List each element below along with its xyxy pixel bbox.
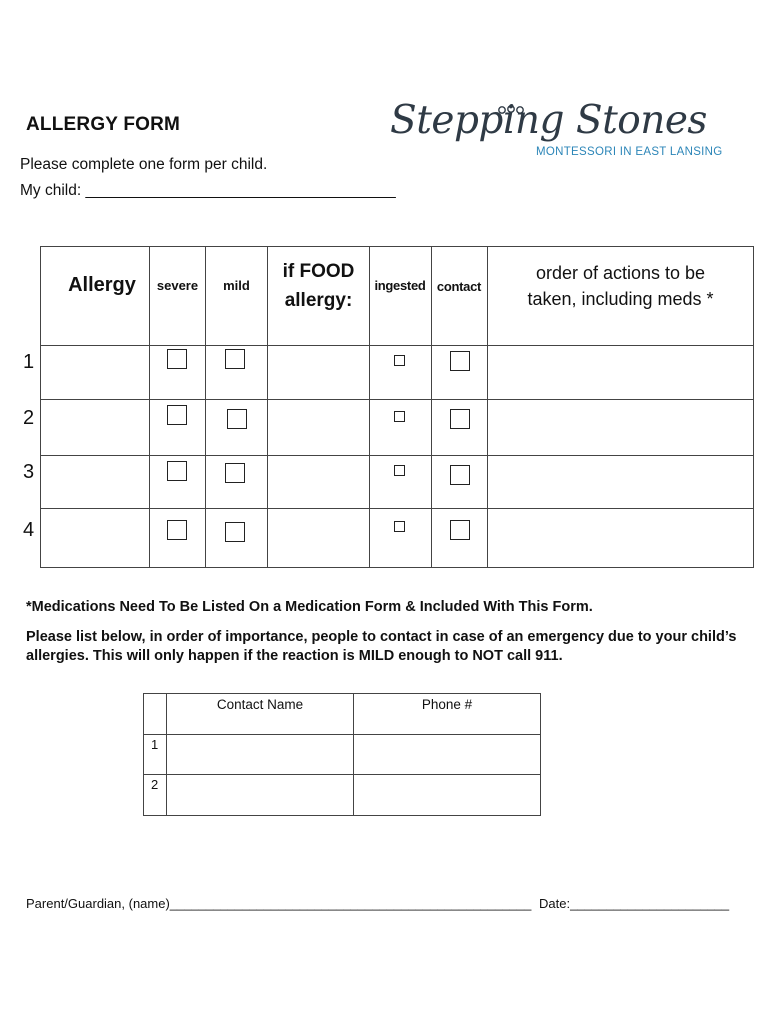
contact-checkbox[interactable] <box>450 409 470 429</box>
logo-subtitle: MONTESSORI IN EAST LANSING <box>536 146 723 158</box>
grid-divider <box>41 345 753 346</box>
contact-checkbox[interactable] <box>450 351 470 371</box>
grid-divider <box>144 734 540 735</box>
header-actions-line1: order of actions to be <box>535 263 706 283</box>
grid-divider <box>353 694 354 815</box>
row-number: 2 <box>23 407 35 429</box>
ingested-checkbox[interactable] <box>394 521 405 532</box>
row-number: 1 <box>23 351 35 373</box>
mild-checkbox[interactable] <box>225 349 245 369</box>
ingested-checkbox[interactable] <box>394 465 405 476</box>
row-number: 4 <box>23 519 35 541</box>
header-actions-line2: taken, including meds * <box>527 289 714 309</box>
mild-checkbox[interactable] <box>225 522 245 542</box>
header-food-line1: if FOOD <box>282 261 355 282</box>
header-mild: mild <box>223 277 250 293</box>
child-name-field[interactable]: My child: ____________________________________ <box>20 182 396 199</box>
ingested-checkbox[interactable] <box>394 355 405 366</box>
row-number: 3 <box>23 461 35 483</box>
contact-row-number: 1 <box>151 737 159 752</box>
allergy-table <box>23 246 754 568</box>
header-ingested: ingested <box>374 277 426 293</box>
medications-note: *Medications Need To Be Listed On a Medication Form & Included With This Form. <box>26 599 593 615</box>
header-severe: severe <box>156 277 199 293</box>
severe-checkbox[interactable] <box>167 349 187 369</box>
instruction-text: Please complete one form per child. <box>20 156 268 173</box>
grid-divider <box>41 399 753 400</box>
contact-table <box>143 693 541 816</box>
severe-checkbox[interactable] <box>167 520 187 540</box>
header-allergy: Allergy <box>68 273 136 296</box>
grid-divider <box>41 508 753 509</box>
mild-checkbox[interactable] <box>225 463 245 483</box>
header-contact-name: Contact Name <box>216 697 304 712</box>
header-food-allergy <box>268 257 369 315</box>
grid-divider <box>166 694 167 815</box>
ingested-checkbox[interactable] <box>394 411 405 422</box>
form-title: ALLERGY FORM <box>26 114 181 135</box>
contact-row-number: 2 <box>151 777 159 792</box>
date-field[interactable]: Date:______________________ <box>539 896 730 911</box>
grid-divider <box>41 455 753 456</box>
contact-checkbox[interactable] <box>450 520 470 540</box>
header-order-of-actions <box>488 259 753 313</box>
severe-checkbox[interactable] <box>167 461 187 481</box>
logo-dots-icon <box>497 104 527 116</box>
header-phone: Phone # <box>421 697 473 712</box>
severe-checkbox[interactable] <box>167 405 187 425</box>
parent-guardian-field[interactable]: Parent/Guardian, (name)__________________________________________________ <box>26 896 532 911</box>
header-food-line2: allergy: <box>284 290 353 311</box>
contact-instructions: Please list below, in order of importance, people to contact in case of an emergency due to your child’s allergies. This will only happen if the reaction is MILD enough to NOT call 911. <box>26 629 737 664</box>
mild-checkbox[interactable] <box>227 409 247 429</box>
logo-script-text: Stepping Stones <box>390 98 707 143</box>
header-contact: contact <box>436 278 482 294</box>
contact-checkbox[interactable] <box>450 465 470 485</box>
grid-divider <box>144 774 540 775</box>
